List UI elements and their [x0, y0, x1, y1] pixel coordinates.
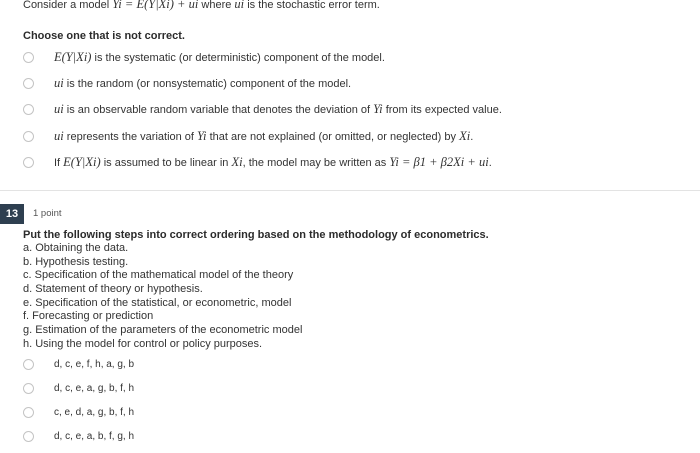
stem-math: Yi = E(Y|Xi) + ui	[112, 0, 199, 11]
radio-button[interactable]	[23, 407, 34, 418]
radio-button[interactable]	[23, 52, 34, 63]
radio-button[interactable]	[23, 383, 34, 394]
question-instruction: Choose one that is not correct.	[23, 30, 185, 42]
option-math: ui	[54, 128, 64, 143]
option-math: E(Y|Xi)	[54, 49, 92, 64]
option-label	[54, 50, 385, 65]
answer-option-4[interactable]	[23, 127, 473, 145]
question-divider	[0, 190, 700, 191]
option-math: ui	[54, 75, 64, 90]
option-text3: .	[488, 156, 492, 169]
option-label: c, e, d, a, g, b, f, h	[54, 406, 135, 418]
answer-option-2[interactable]	[23, 74, 351, 92]
step-item: a. Obtaining the data.	[23, 242, 129, 254]
answer-option-3[interactable]	[23, 100, 502, 118]
option-text: is assumed to be linear in	[100, 156, 232, 169]
option-text: represents the variation of	[63, 130, 198, 143]
option-math2: Yi	[373, 101, 383, 116]
answer-option-5[interactable]	[23, 153, 492, 171]
option-math2: Xi	[231, 154, 243, 169]
option-prefix: If	[54, 156, 64, 169]
question-points: 1 point	[33, 208, 62, 219]
option-text3: .	[470, 130, 474, 143]
option-text2: that are not explained (or omitted, or neglected) by	[206, 130, 460, 143]
stem-math2: ui	[234, 0, 245, 11]
radio-button[interactable]	[23, 104, 34, 115]
radio-button[interactable]	[23, 157, 34, 168]
option-math: E(Y|Xi)	[63, 154, 101, 169]
radio-button[interactable]	[23, 78, 34, 89]
step-item: c. Specification of the mathematical model of the theory	[23, 269, 294, 282]
step-item: d. Statement of theory or hypothesis.	[23, 283, 203, 296]
option-math3: Yi = β1 + β2Xi + ui	[389, 154, 489, 169]
answer-option-1[interactable]	[23, 48, 385, 66]
option-math3: Xi	[459, 128, 471, 143]
steps-list	[23, 242, 302, 352]
option-text: is an observable random variable that denotes the deviation of	[63, 103, 374, 116]
question-stem	[23, 0, 380, 12]
option-math: ui	[54, 101, 64, 116]
stem-prefix: Consider a model	[23, 0, 113, 11]
step-item: e. Specification of the statistical, or econometric, model	[23, 296, 292, 309]
question-number-badge: 13	[0, 204, 24, 224]
option-label	[54, 155, 492, 170]
option-text: is the systematic (or deterministic) component of the model.	[91, 51, 385, 64]
ordering-option-1[interactable]	[23, 355, 134, 373]
option-text2: from its expected value.	[382, 103, 502, 116]
stem-suffix: is the stochastic error term.	[244, 0, 380, 11]
ordering-option-3[interactable]	[23, 403, 134, 421]
stem-middle: where	[198, 0, 235, 11]
option-label	[54, 129, 473, 144]
option-label	[54, 102, 502, 117]
step-item: g. Estimation of the parameters of the econometric model	[23, 324, 303, 337]
step-item: h. Using the model for control or policy purposes.	[23, 337, 263, 350]
ordering-option-4[interactable]	[23, 427, 134, 445]
step-item: f. Forecasting or prediction	[23, 310, 154, 323]
option-label	[54, 76, 351, 91]
option-math2: Yi	[197, 128, 207, 143]
option-label: d, c, e, a, b, f, g, h	[54, 430, 135, 442]
option-label: d, c, e, a, g, b, f, h	[54, 382, 135, 394]
option-text2: , the model may be written as	[242, 156, 390, 169]
option-label: d, c, e, f, h, a, g, b	[54, 358, 135, 370]
radio-button[interactable]	[23, 359, 34, 370]
step-item: b. Hypothesis testing.	[23, 255, 129, 268]
radio-button[interactable]	[23, 431, 34, 442]
option-text: is the random (or nonsystematic) component of the model.	[63, 77, 352, 90]
question-title: Put the following steps into correct ordering based on the methodology of econometrics.	[23, 229, 489, 241]
ordering-option-2[interactable]	[23, 379, 134, 397]
radio-button[interactable]	[23, 131, 34, 142]
